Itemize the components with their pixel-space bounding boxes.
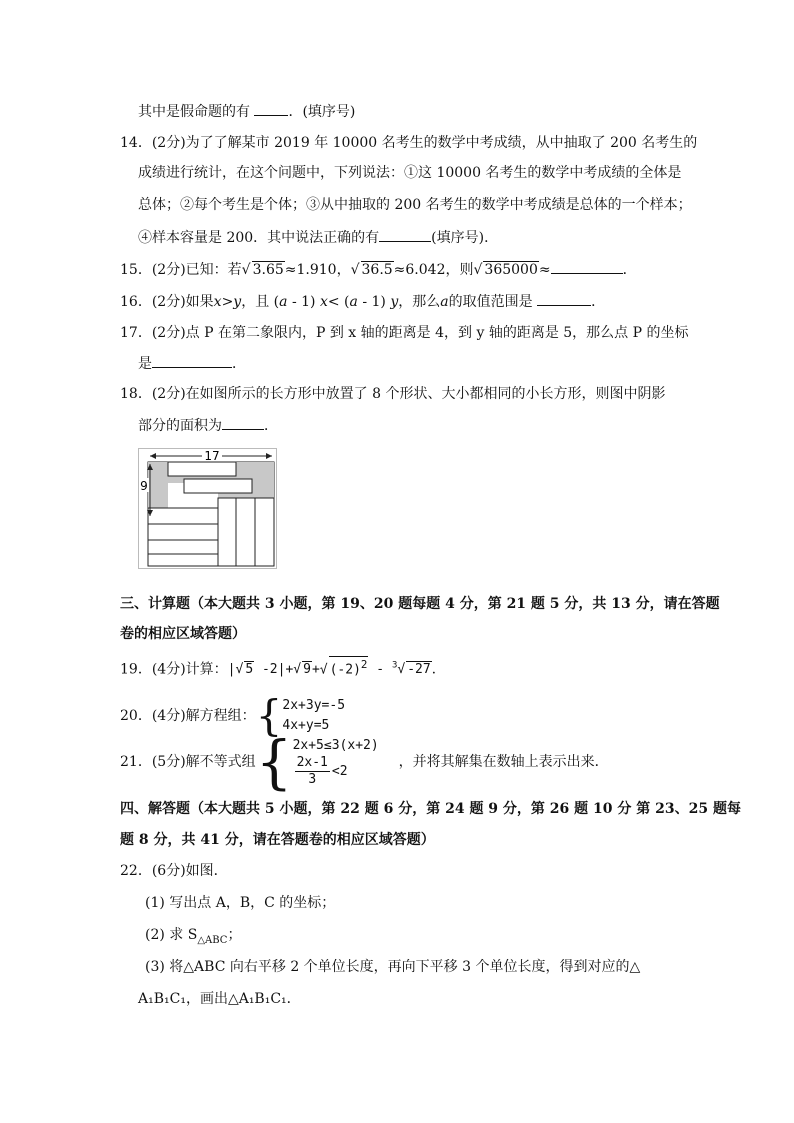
section-3-heading-2 bbox=[120, 624, 246, 644]
q19-radicand-9: 9 bbox=[303, 662, 311, 678]
section-3-title-2: 卷的相应区域答题） bbox=[120, 626, 246, 642]
small-rect-2 bbox=[184, 479, 252, 493]
q16-var-x: x bbox=[319, 294, 328, 310]
q21-frac-den: 3 bbox=[308, 771, 317, 787]
q18-line1 bbox=[120, 384, 665, 404]
q14-line3 bbox=[138, 195, 692, 215]
q22-part3b bbox=[138, 989, 301, 1009]
q18-line2 bbox=[138, 415, 278, 436]
q19-sqrt-5: √ 5 bbox=[235, 662, 254, 678]
q21-inequality-2-tail: <2 bbox=[331, 763, 348, 779]
q16-answer-blank[interactable] bbox=[537, 291, 591, 306]
q16-var-a1: a bbox=[279, 294, 288, 310]
q18-score: (2分) bbox=[151, 386, 186, 402]
q18-text-1: 在如图所示的长方形中放置了 8 个形状、大小都相同的小长方形，则图中阴影 bbox=[185, 386, 666, 402]
q16-text-6: ，那么 bbox=[398, 294, 441, 310]
q20-brace-icon: { bbox=[255, 691, 283, 740]
q19-end: . bbox=[431, 661, 437, 678]
q21-line bbox=[120, 728, 609, 796]
q19-square-base: (-2) bbox=[329, 662, 361, 678]
q19-abs-tail: -2|+ bbox=[254, 662, 294, 678]
q15-end: ． bbox=[622, 262, 637, 278]
q22-part1-text: (1) 写出点 A，B，C 的坐标； bbox=[145, 895, 336, 911]
q19-square-exp: 2 bbox=[360, 658, 368, 671]
section-3-heading bbox=[120, 594, 720, 614]
q22-part2-text: (2) 求 S bbox=[145, 927, 198, 943]
q16-text-7: 的取值范围是 bbox=[448, 294, 533, 310]
q14-line1 bbox=[120, 133, 697, 153]
q19-plus: + bbox=[311, 662, 320, 678]
q20-prefix: 解方程组： bbox=[185, 708, 256, 724]
q19-cube-radicand: -27 bbox=[407, 662, 431, 678]
section-4-heading-2 bbox=[120, 830, 435, 850]
stack-block bbox=[148, 508, 218, 566]
q15-approx: ≈ bbox=[538, 262, 551, 278]
q16-end: ． bbox=[591, 294, 606, 310]
q20-equation-2: 4x+y=5 bbox=[282, 718, 330, 733]
width-label: 17 bbox=[204, 449, 220, 463]
q14-text-1: 为了了解某市 2019 年 10000 名考生的数学中考成绩，从中抽取了 200 名考生的 bbox=[185, 135, 698, 151]
q16-text-2: ，且 ( bbox=[241, 294, 280, 310]
q22-part3 bbox=[145, 957, 640, 977]
q13-tail bbox=[138, 101, 355, 122]
q13-text: 其中是假命题的有 bbox=[138, 104, 250, 120]
q20-line bbox=[120, 691, 346, 740]
q21-suffix: ，并将其解集在数轴上表示出来． bbox=[398, 754, 609, 770]
q17-line1 bbox=[120, 323, 689, 343]
vertical-block bbox=[218, 498, 274, 566]
q20-score: (4分) bbox=[151, 708, 186, 724]
q19-score: (4分) bbox=[151, 661, 186, 678]
q21-inequality-1: 2x+5≤3(x+2) bbox=[292, 737, 379, 753]
section-3-title: 三、计算题（本大题共 3 小题，第 19、20 题每题 4 分，第 21 题 5 分，共 13 分，请在答题 bbox=[120, 596, 720, 612]
q22-intro: 如图． bbox=[185, 863, 228, 879]
q15-radicand-2: 36.5 bbox=[361, 262, 393, 278]
q18-text-2: 部分的面积为 bbox=[138, 418, 222, 434]
q22-part2-end: ； bbox=[227, 927, 242, 943]
q21-prefix: 解不等式组 bbox=[185, 754, 256, 770]
q13-answer-blank[interactable] bbox=[254, 101, 288, 116]
q19-sqrt-9: √ 9 bbox=[293, 662, 311, 678]
q19-number: 19． bbox=[120, 661, 152, 678]
q17-text-1: 点 P 在第二象限内，P 到 x 轴的距离是 4，到 y 轴的距离是 5，那么点 P 的坐标 bbox=[185, 325, 689, 341]
q14-score: (2分) bbox=[151, 135, 186, 151]
q16-condition: x>y bbox=[213, 294, 242, 310]
q22-part1 bbox=[145, 893, 335, 913]
q16-text-3: - 1) bbox=[287, 294, 320, 310]
q16-number: 16． bbox=[120, 294, 152, 310]
q15-answer-blank[interactable] bbox=[551, 259, 623, 274]
q15-sqrt-3: √ 365000 bbox=[473, 262, 538, 278]
q17-score: (2分) bbox=[151, 325, 186, 341]
q16-text-4: < ( bbox=[327, 294, 350, 310]
q22-line bbox=[120, 861, 228, 881]
q16-text-1: 如果 bbox=[185, 294, 214, 310]
q15-sqrt-1: √ 3.65 bbox=[241, 262, 284, 278]
q18-figure bbox=[138, 448, 278, 570]
section-4-heading bbox=[120, 799, 741, 819]
q14-text-5: (填序号)． bbox=[431, 230, 499, 246]
q14-text-4: ④样本容量是 200．其中说法正确的有 bbox=[138, 230, 380, 246]
q15-prefix: 已知：若 bbox=[185, 262, 242, 278]
q15-value-2: ≈6.042，则 bbox=[393, 262, 474, 278]
q22-number: 22． bbox=[120, 863, 152, 879]
section-4-title: 四、解答题（本大题共 5 小题，第 22 题 6 分，第 24 题 9 分，第 26 题 10 分 第 23、25 题每 bbox=[120, 801, 741, 817]
q19-cube-index: 3 bbox=[391, 661, 398, 671]
q17-end: ． bbox=[232, 356, 246, 372]
q22-part3-text-2: A₁B₁C₁，画出△A₁B₁C₁． bbox=[138, 991, 301, 1007]
q15-value-1: ≈1.910， bbox=[284, 262, 351, 278]
q19-radicand-5: 5 bbox=[245, 662, 254, 678]
q22-part3-text: (3) 将△ABC 向右平移 2 个单位长度，再向下平移 3 个单位长度，得到对应的△ bbox=[145, 959, 641, 975]
q19-sqrt-square: √ $(-2)^2$ bbox=[319, 658, 368, 678]
q15-radicand-3: 365000 bbox=[484, 262, 538, 278]
q22-part2-subscript: △ABC bbox=[197, 934, 228, 946]
q14-line2 bbox=[138, 163, 681, 183]
q14-line4 bbox=[138, 227, 498, 248]
q18-number: 18． bbox=[120, 386, 152, 402]
q14-answer-blank[interactable] bbox=[379, 227, 431, 242]
q15-score: (2分) bbox=[151, 262, 186, 278]
q21-brace-icon: { bbox=[255, 728, 293, 796]
q18-end: ． bbox=[264, 418, 278, 434]
height-label: 9 bbox=[140, 479, 148, 493]
q15-number: 15． bbox=[120, 262, 152, 278]
q17-text-2: 是 bbox=[138, 356, 152, 372]
q15-radicand-1: 3.65 bbox=[252, 262, 284, 278]
q16-score: (2分) bbox=[151, 294, 186, 310]
q22-part2 bbox=[145, 925, 241, 951]
q20-equation-1: 2x+3y=-5 bbox=[282, 698, 346, 713]
q13-after: ．(填序号) bbox=[288, 104, 356, 120]
q15-sqrt-2: √ 36.5 bbox=[350, 262, 393, 278]
q14-text-2: 成绩进行统计，在这个问题中，下列说法：①这 10000 名考生的数学中考成绩的全体是 bbox=[138, 165, 682, 181]
q22-score: (6分) bbox=[151, 863, 186, 879]
q15-line bbox=[120, 259, 637, 280]
q17-number: 17． bbox=[120, 325, 152, 341]
q16-var-a2: a bbox=[349, 294, 358, 310]
q19-cube-root: √ -27 bbox=[397, 662, 431, 678]
q19-minus: - bbox=[368, 662, 392, 678]
section-4-title-2: 题 8 分，共 41 分，请在答题卷的相应区域答题） bbox=[120, 832, 435, 848]
q18-answer-blank[interactable] bbox=[222, 415, 264, 430]
q19-prefix: 计算： bbox=[185, 661, 228, 678]
q14-text-3: 总体；②每个考生是个体；③从中抽取的 200 名考生的数学中考成绩是总体的一个样本； bbox=[138, 197, 692, 213]
q16-var-a3: a bbox=[440, 294, 449, 310]
q20-number: 20． bbox=[120, 708, 152, 724]
q21-number: 21． bbox=[120, 754, 152, 770]
q21-frac-num: 2x-1 bbox=[296, 754, 328, 770]
q16-line bbox=[120, 291, 605, 312]
small-rect-1 bbox=[168, 462, 236, 476]
q14-number: 14． bbox=[120, 135, 152, 151]
q16-text-5: - 1) bbox=[357, 294, 391, 310]
q19-line: 19．(4分)计算：|√ 5 -2|+√ 9+√ $(-2)^2 - ^3√$ -27. bbox=[120, 656, 436, 680]
q21-score: (5分) bbox=[151, 754, 186, 770]
q17-line2 bbox=[138, 353, 246, 374]
q21-fraction bbox=[295, 755, 330, 788]
q17-answer-blank[interactable] bbox=[152, 353, 232, 368]
q16-var-y: y bbox=[390, 294, 399, 310]
